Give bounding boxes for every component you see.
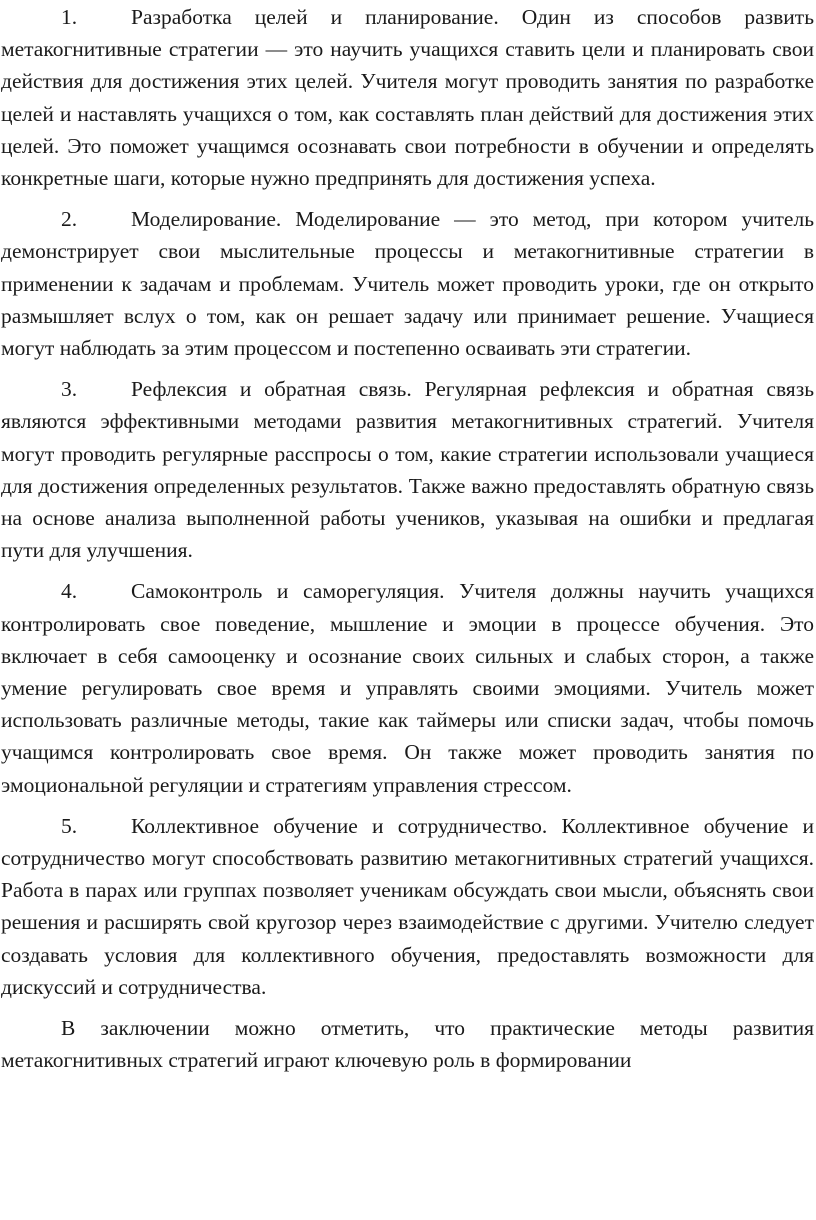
list-item-number: 3. [61,377,78,402]
list-item-number: 1. [61,5,78,29]
list-item-number: 4. [61,579,78,604]
list-item-text: Рефлексия и обратная связь. Регулярная рефлексия и обратная связь являются эффективными методами развития метакогнитивных стратегий. Учителя могут проводить регулярные расспросы о том, какие стратегии использовали учащиеся для достижения определенных результатов. Также важно предоставлять обратную связь на основе анализа выполненной работы учеников, указывая на ошибки и предлагая пути для улучшения. [1,377,814,563]
conclusion-paragraph [1,1012,814,1076]
list-item-text: Моделирование. Моделирование — это метод, при котором учитель демонстрирует свои мыслительные процессы и метакогнитивные стратегии в применении к задачам и проблемам. Учитель может проводить уроки, где он открыто размышляет вслух о том, как он решает задачу или принимает решение. Учащиеся могут наблюдать за этим процессом и постепенно осваивать эти стратегии. [1,207,814,361]
conclusion-text: В заключении можно отметить, что практические методы развития метакогнитивных стратегий играют ключевую роль в формировании [1,1016,814,1073]
list-item-1 [1,1,814,194]
list-item-text: Коллективное обучение и сотрудничество. Коллективное обучение и сотрудничество могут способствовать развитию метакогнитивных стратегий учащихся. Работа в парах или группах позволяет ученикам обсуждать свои мысли, объяснять свои решения и расширять свой кругозор через взаимодействие с другими. Учителю следует создавать условия для коллективного обучения, предоставлять возможности для дискуссий и сотрудничества. [1,813,814,999]
list-item-text: Разработка целей и планирование. Один из способов развить метакогнитивные стратегии — это научить учащихся ставить цели и планировать свои действия для достижения этих целей. Учителя могут проводить занятия по разработке целей и наставлять учащихся о том, как составлять план действий для достижения этих целей. Это поможет учащимся осознавать свои потребности в обучении и определять конкретные шаги, которые нужно предпринять для достижения успеха. [1,5,814,191]
list-item-2 [1,203,814,364]
list-item-text: Самоконтроль и саморегуляция. Учителя должны научить учащихся контролировать свое поведение, мышление и эмоции в процессе обучения. Это включает в себя самооценку и осознание своих сильных и слабых сторон, а также умение регулировать свое время и управлять своими эмоциями. Учитель может использовать различные методы, такие как таймеры или списки задач, чтобы помочь учащимся контролировать свое время. Он также может проводить занятия по эмоциональной регуляции и стратегиям управления стрессом. [1,579,814,797]
list-item-number: 2. [61,207,78,232]
list-item-4 [1,575,814,800]
list-item-5 [1,810,814,1003]
list-item-number: 5. [61,813,78,838]
list-item-3 [1,373,814,566]
